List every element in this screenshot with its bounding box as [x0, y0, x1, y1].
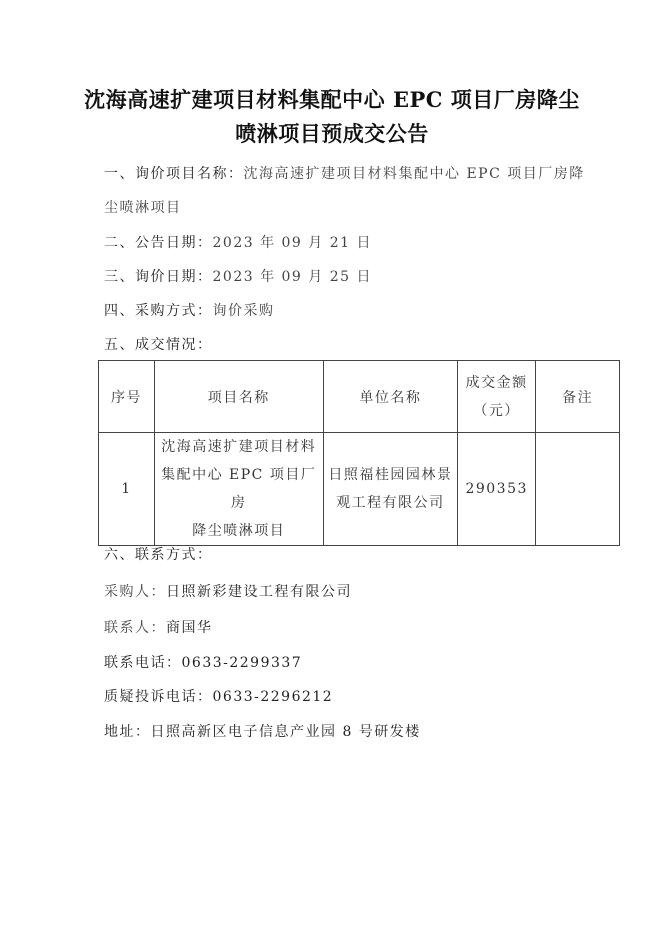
header-unit-name: 单位名称: [323, 361, 458, 433]
cell-project-name-line1: 沈海高速扩建项目材料: [161, 439, 317, 455]
procurement-method: [104, 300, 275, 320]
announcement-date: [104, 232, 372, 252]
inquiry-project-name-continued: [104, 197, 182, 217]
complaint-phone: [104, 686, 333, 706]
contact-heading-label: 六、联系方式：: [104, 547, 213, 563]
cell-project-name-line2: 集配中心 EPC 项目厂房: [161, 467, 317, 511]
procurement-method-label: 四、采购方式：: [104, 303, 213, 319]
cell-index: 1: [99, 433, 155, 546]
address-label: 地址：: [104, 724, 151, 740]
transaction-status-label: 五、成交情况：: [104, 337, 213, 353]
header-project-name: 项目名称: [154, 361, 323, 433]
contact-phone-label: 联系电话：: [104, 655, 182, 671]
contact-person-label: 联系人：: [104, 620, 166, 636]
header-amount: [458, 361, 536, 433]
inquiry-date-value: 2023 年 09 月 25 日: [212, 269, 373, 285]
announcement-date-value: 2023 年 09 月 21 日: [212, 235, 373, 251]
header-index: 序号: [99, 361, 155, 433]
procurement-method-value: 询价采购: [212, 303, 275, 319]
inquiry-project-name: [104, 163, 585, 183]
header-amount-line1: 成交金额: [465, 374, 528, 391]
purchaser-label: 采购人：: [104, 584, 166, 600]
table-header-row: [99, 361, 620, 433]
contact-person: [104, 617, 213, 637]
contact-phone: [104, 652, 302, 672]
address-value: 日照高新区电子信息产业园 8 号研发楼: [150, 724, 421, 740]
contact-heading: [104, 544, 213, 564]
cell-amount: 290353: [458, 433, 536, 546]
cell-unit-name: [323, 433, 458, 546]
purchaser-value: 日照新彩建设工程有限公司: [166, 584, 352, 600]
inquiry-project-name-value: 沈海高速扩建项目材料集配中心 EPC 项目厂房降: [243, 166, 585, 182]
inquiry-project-name-label: 一、询价项目名称：: [104, 166, 244, 182]
cell-project-name-line3: 降尘喷淋项目: [192, 523, 286, 539]
cell-remark: [536, 433, 620, 546]
inquiry-date-label: 三、询价日期：: [104, 269, 213, 285]
transaction-table: [98, 360, 620, 546]
contact-person-value: 商国华: [166, 620, 213, 636]
header-remark: 备注: [536, 361, 620, 433]
purchaser: [104, 581, 352, 601]
complaint-phone-label: 质疑投诉电话：: [104, 689, 213, 705]
complaint-phone-value: 0633-2296212: [212, 689, 334, 705]
cell-project-name: [154, 433, 323, 546]
header-amount-line2: （元）: [473, 402, 520, 419]
address: [104, 721, 421, 741]
transaction-status-heading: [104, 334, 213, 354]
table-row: [99, 433, 620, 546]
inquiry-project-name-value-cont: 尘喷淋项目: [104, 200, 182, 216]
notice-title-line2: 喷淋项目预成交公告: [235, 121, 429, 146]
inquiry-date: [104, 266, 372, 286]
cell-unit-name-line1: 日照福桂园园林景: [328, 467, 453, 483]
cell-unit-name-line2: 观工程有限公司: [336, 495, 445, 511]
contact-phone-value: 0633-2299337: [181, 655, 303, 671]
announcement-date-label: 二、公告日期：: [104, 235, 213, 251]
notice-title-line1: 沈海高速扩建项目材料集配中心 EPC 项目厂房降尘: [84, 87, 580, 112]
